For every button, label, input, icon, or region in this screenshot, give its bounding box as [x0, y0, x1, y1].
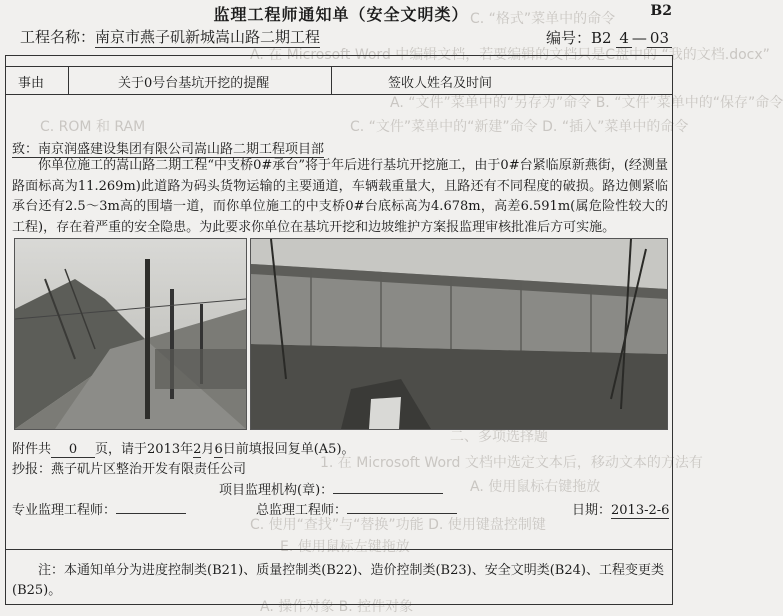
wall-photo: [250, 238, 668, 430]
notice-form: [5, 55, 673, 605]
number-part1: 4: [616, 29, 632, 48]
divider: [6, 66, 672, 67]
bleed-text: 二、多项选择题: [450, 429, 548, 445]
subject-label: 事由: [18, 76, 45, 91]
engineer-signature: 专业监理工程师：: [12, 499, 186, 518]
subject-value: 关于0号台基坑开挖的提醒: [118, 76, 270, 91]
bleed-text: C. ROM 和 RAM: [40, 119, 146, 135]
project-name: 南京市燕子矶新城嵩山路二期工程: [95, 28, 321, 46]
number-label: 编号：B2: [546, 29, 612, 47]
bleed-text: C. “格式”菜单中的命令: [470, 11, 616, 27]
bleed-text: A. 使用鼠标右键拖放: [470, 479, 601, 495]
project-line: [20, 26, 320, 47]
bleed-text: A. “文件”菜单中的“另存为”命令 B. “文件”菜单中的“保存”命令: [390, 95, 783, 111]
supervision-org-label: 项目监理机构(章)：: [219, 479, 443, 498]
road-photo: [14, 238, 247, 430]
bleed-text: C. 使用“查找”与“替换”功能 D. 使用键盘控制键: [250, 517, 546, 533]
divider: [6, 94, 672, 95]
divider: [68, 66, 69, 94]
receiver-label: 签收人姓名及时间: [388, 76, 493, 91]
number-part2: 03: [647, 29, 672, 48]
cc-line: 抄报：燕子矶片区整治开发有限责任公司: [12, 462, 247, 477]
date-field: 日期：2013-2-6: [572, 503, 670, 518]
project-label: 工程名称：: [20, 28, 96, 46]
bleed-text: 1. 在 Microsoft Word 文档中选定文本后，移动文本的方法有: [320, 455, 703, 471]
bleed-text: A. 在 Microsoft Word 中编辑文档，若要编辑的文档只是C盘中的 “我的文档.docx”: [250, 47, 770, 63]
addressee-line: 致：南京润盛建设集团有限公司嵩山路二期工程项目部: [12, 142, 325, 157]
note-text: 注：本通知单分为进度控制类(B21)、质量控制类(B22)、造价控制类(B23)、安全文明类(B24)、工程变更类(B25)。: [12, 563, 664, 598]
divider: [331, 66, 332, 94]
chief-engineer-signature: 总监理工程师：: [256, 499, 457, 518]
form-code: B2: [650, 3, 672, 19]
bleed-text: E. 使用鼠标左键拖放: [280, 539, 410, 555]
bleed-text: C. “文件”菜单中的“新建”命令 D. “插入”菜单中的命令: [350, 119, 689, 135]
divider: [6, 549, 672, 550]
number-sep: —: [631, 29, 647, 47]
notice-body: 你单位施工的嵩山路二期工程“中支桥0#承台”将于年后进行基坑开挖施工，由于0#台紧临原新燕街，(经测量路面标高为11.269m)此道路为码头货物运输的主要通道，车辆载重量大，且路还有不同程度的破损。路边侧紧临承台还有2.5～3m高的围墙一道，而你单位施工的中支桥0#台底标高为4.678m，高差6.591m(属危险性较大的工程)，存在着严重的安全隐患。为此要求你单位在基坑开挖和边坡维护方案报监理审核批准后方可实施。: [12, 158, 668, 235]
bleed-text: A. 操作对象 B. 控件对象: [260, 599, 414, 615]
form-title: 监理工程师通知单（安全文明类）: [213, 5, 469, 24]
attachment-pages: 0: [51, 442, 95, 458]
attachment-line: 附件共 0 页，请于2013年2月6日前填报回复单(A5)。: [12, 442, 355, 457]
date-value: 2013-2-6: [611, 503, 670, 518]
number-line: [546, 27, 672, 48]
